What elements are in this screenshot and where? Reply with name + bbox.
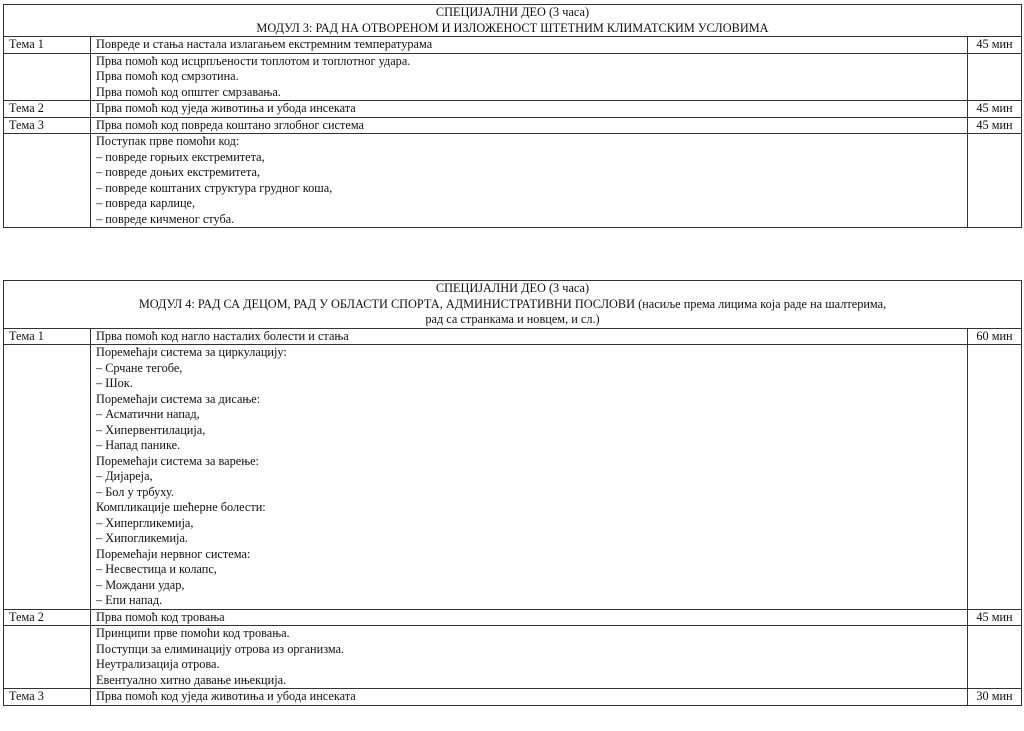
topic-duration: 45 мин <box>967 609 1021 626</box>
topic-title: Повреде и стања настала излагањем екстремним температурама <box>91 37 968 54</box>
module-header-row <box>4 5 1022 37</box>
content-line: – Хипервентилација, <box>96 422 206 437</box>
topic-title: Прва помоћ код нагло насталих болести и стања <box>91 328 968 345</box>
topic-row <box>4 37 1022 54</box>
module-title: МОДУЛ 3: РАД НА ОТВОРЕНОМ И ИЗЛОЖЕНОСТ ШТЕТНИМ КЛИМАТСКИМ УСЛОВИМА <box>256 20 769 35</box>
topic-row <box>4 117 1022 134</box>
topic-content-row <box>4 53 1022 101</box>
topic-label: Тема 2 <box>4 609 91 626</box>
topic-content <box>91 626 968 689</box>
topic-title: Прва помоћ код повреда коштано зглобног система <box>91 117 968 134</box>
topic-content <box>91 345 968 610</box>
content-line: – Бол у трбуху. <box>96 484 174 499</box>
content-line: Принципи прве помоћи код тровања. <box>96 626 290 640</box>
content-line: Поремећаји система за циркулацију: <box>96 345 287 359</box>
module-heading: СПЕЦИЈАЛНИ ДЕО (3 часа) <box>435 281 590 295</box>
module-header-row <box>4 281 1022 329</box>
topic-label: Тема 1 <box>4 37 91 54</box>
topic-title: Прва помоћ код тровања <box>91 609 968 626</box>
content-line: – Хипергликемија, <box>96 515 194 530</box>
content-line: Прва помоћ код исцрпљености топлотом и топлотног удара. <box>96 53 411 68</box>
topic-content <box>91 53 968 101</box>
content-line: Поремећаји система за варење: <box>96 453 259 468</box>
topic-content-row <box>4 345 1022 610</box>
topic-row <box>4 689 1022 706</box>
module-subtitle: рад са странкама и новцем, и сл.) <box>425 312 600 326</box>
topic-duration: 60 мин <box>967 328 1021 345</box>
content-line: – Шок. <box>96 376 133 390</box>
topic-duration: 45 мин <box>967 101 1021 118</box>
topic-row <box>4 101 1022 118</box>
content-line: – повреде доњих екстремитета, <box>96 165 261 179</box>
topic-label: Тема 1 <box>4 328 91 345</box>
content-line: – Напад панике. <box>96 438 181 452</box>
content-line: Поремећаји нервног система: <box>96 546 251 561</box>
content-line: Компликације шећерне болести: <box>96 500 266 514</box>
content-line: – Асматични напад, <box>96 407 200 421</box>
content-line: Неутрализација отрова. <box>96 657 220 671</box>
topic-content <box>91 134 968 228</box>
content-line: – Несвестица и колапс, <box>96 562 217 576</box>
content-line: – Дијареја, <box>96 469 153 483</box>
topic-duration: 45 мин <box>967 37 1021 54</box>
topic-content-row <box>4 134 1022 228</box>
content-line: – Мождани удар, <box>96 577 185 592</box>
topic-label: Тема 3 <box>4 117 91 134</box>
topic-row <box>4 609 1022 626</box>
content-line: – повреде коштаних структура грудног коша, <box>96 180 333 195</box>
module-title: МОДУЛ 4: РАД СА ДЕЦОМ, РАД У ОБЛАСТИ СПОРТА, АДМИНИСТРАТИВНИ ПОСЛОВИ (насиље према лицима која раде на шалтерима, <box>138 296 887 311</box>
topic-row <box>4 328 1022 345</box>
module-header <box>4 5 1022 37</box>
module-header <box>4 281 1022 329</box>
content-line: Поремећаји система за дисање: <box>96 391 261 406</box>
module-3-table <box>3 4 1022 228</box>
topic-duration: 30 мин <box>967 689 1021 706</box>
content-line: Прва помоћ код смрзотина. <box>96 69 239 83</box>
content-line: Евентуално хитно давање ињекција. <box>96 672 287 687</box>
content-line: – повреде кичменог стуба. <box>96 211 235 226</box>
topic-duration: 45 мин <box>967 117 1021 134</box>
content-line: – Епи напад. <box>96 593 163 607</box>
content-line: – Хипогликемија. <box>96 531 188 545</box>
content-line: – повреда карлице, <box>96 196 196 210</box>
content-line: Прва помоћ код општег смрзавања. <box>96 84 281 99</box>
content-line: Поступак прве помоћи код: <box>96 134 240 148</box>
content-line: – Срчане тегобе, <box>96 360 183 375</box>
topic-label: Тема 3 <box>4 689 91 706</box>
content-line: Поступци за елиминацију отрова из организма. <box>96 641 345 656</box>
topic-title: Прва помоћ код уједа животиња и убода инсеката <box>91 101 968 118</box>
topic-content-row <box>4 626 1022 689</box>
topic-label: Тема 2 <box>4 101 91 118</box>
module-heading: СПЕЦИЈАЛНИ ДЕО (3 часа) <box>435 5 590 19</box>
module-4-table <box>3 280 1022 706</box>
content-line: – повреде горњих екстремитета, <box>96 149 265 164</box>
topic-title: Прва помоћ код уједа животиња и убода инсеката <box>91 689 968 706</box>
